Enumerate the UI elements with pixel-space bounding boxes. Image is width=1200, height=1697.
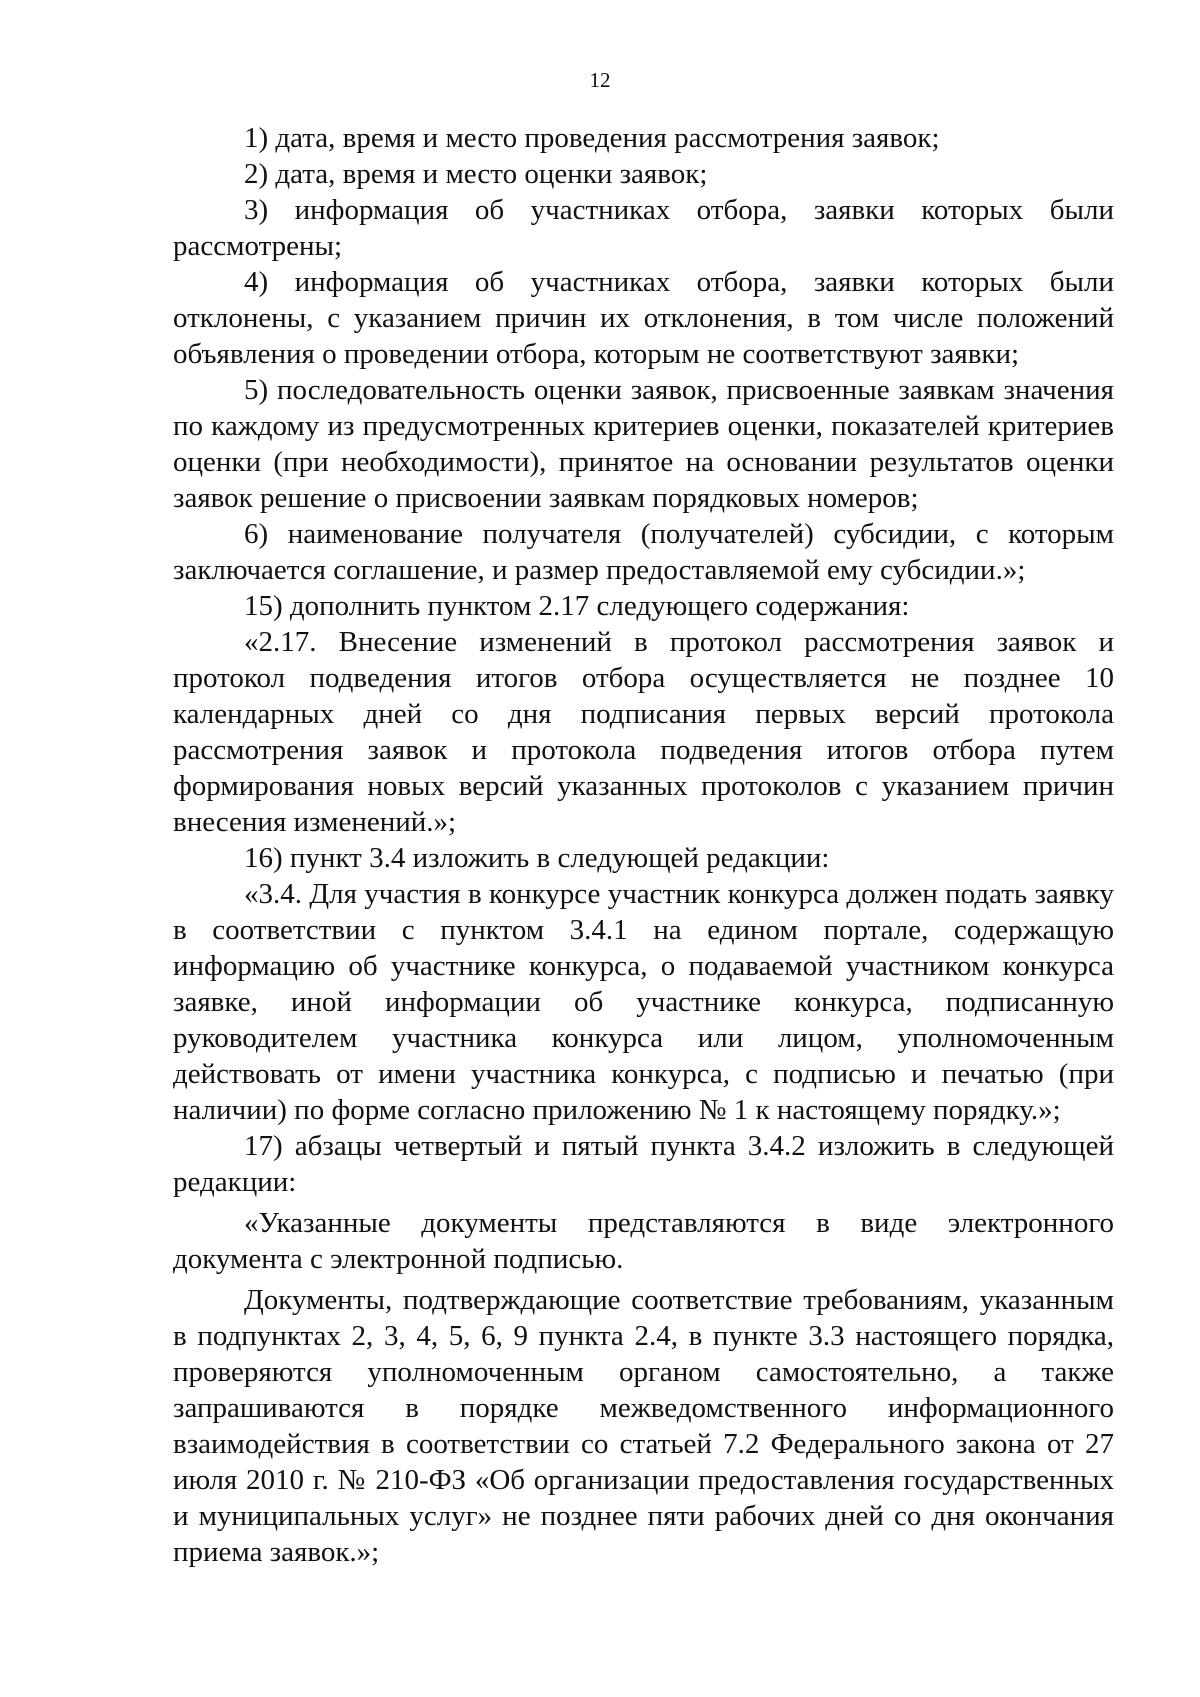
paragraph-clause-2-17: «2.17. Внесение изменений в протокол рассмотрения заявок и протокол подведения итогов отбора осуществляется не позднее 10 календарных дней со дня подписания первых версий протокола рассмотрения заявок и протокола подведения итогов отбора путем формирования новых версий указанных протоколов с указанием причин внесения изменений.»; <box>173 626 1114 838</box>
paragraph-documents-verification: Документы, подтверждающие соответствие требованиям, указанным в подпунктах 2, 3, 4, 5, 6, 9 пункта 2.4, в пункте 3.3 настоящего порядка, проверяются уполномоченным органом самостоятельно, а также запрашиваются в порядке межведомственного информационного взаимодействия в соответствии со статьей 7.2 Федерального закона от 27 июля 2010 г. № 210-ФЗ «Об организации предоставления государственных и муниципальных услуг» не позднее пяти рабочих дней со дня окончания приема заявок.»; <box>173 1284 1114 1568</box>
paragraph-item-1: 1) дата, время и место проведения рассмотрения заявок; <box>244 122 940 154</box>
paragraph-item-5: 5) последовательность оценки заявок, присвоенные заявкам значения по каждому из предусмотренных критериев оценки, показателей критериев оценки (при необходимости), принятое на основании результатов оценки заявок решение о присвоении заявкам порядковых номеров; <box>173 374 1114 514</box>
paragraph-item-4: 4) информация об участниках отбора, заявки которых были отклонены, с указанием причин их отклонения, в том числе положений объявления о проведении отбора, которым не соответствуют заявки; <box>173 266 1114 370</box>
paragraph-amendment-15: 15) дополнить пунктом 2.17 следующего содержания: <box>244 590 910 622</box>
paragraph-item-2: 2) дата, время и место оценки заявок; <box>244 158 708 190</box>
paragraph-clause-3-4: «3.4. Для участия в конкурсе участник конкурса должен подать заявку в соответствии с пунктом 3.4.1 на едином портале, содержащую информацию об участнике конкурса, о подаваемой участником конкурса заявке, иной информации об участнике конкурса, подписанную руководителем участника конкурса или лицом, уполномоченным действовать от имени участника конкурса, с подписью и печатью (при наличии) по форме согласно приложению № 1 к настоящему порядку.»; <box>173 878 1114 1126</box>
paragraph-electronic-documents: «Указанные документы представляются в виде электронного документа с электронной подписью. <box>173 1207 1114 1275</box>
document-body <box>173 120 1114 1570</box>
paragraph-item-6: 6) наименование получателя (получателей) субсидии, с которым заключается соглашение, и размер предоставляемой ему субсидии.»; <box>173 518 1114 586</box>
page-number: 12 <box>589 68 611 92</box>
paragraph-amendment-17: 17) абзацы четвертый и пятый пункта 3.4.2 изложить в следующей редакции: <box>173 1130 1114 1198</box>
paragraph-item-3: 3) информация об участниках отбора, заявки которых были рассмотрены; <box>173 194 1114 262</box>
paragraph-amendment-16: 16) пункт 3.4 изложить в следующей редакции: <box>244 842 830 874</box>
